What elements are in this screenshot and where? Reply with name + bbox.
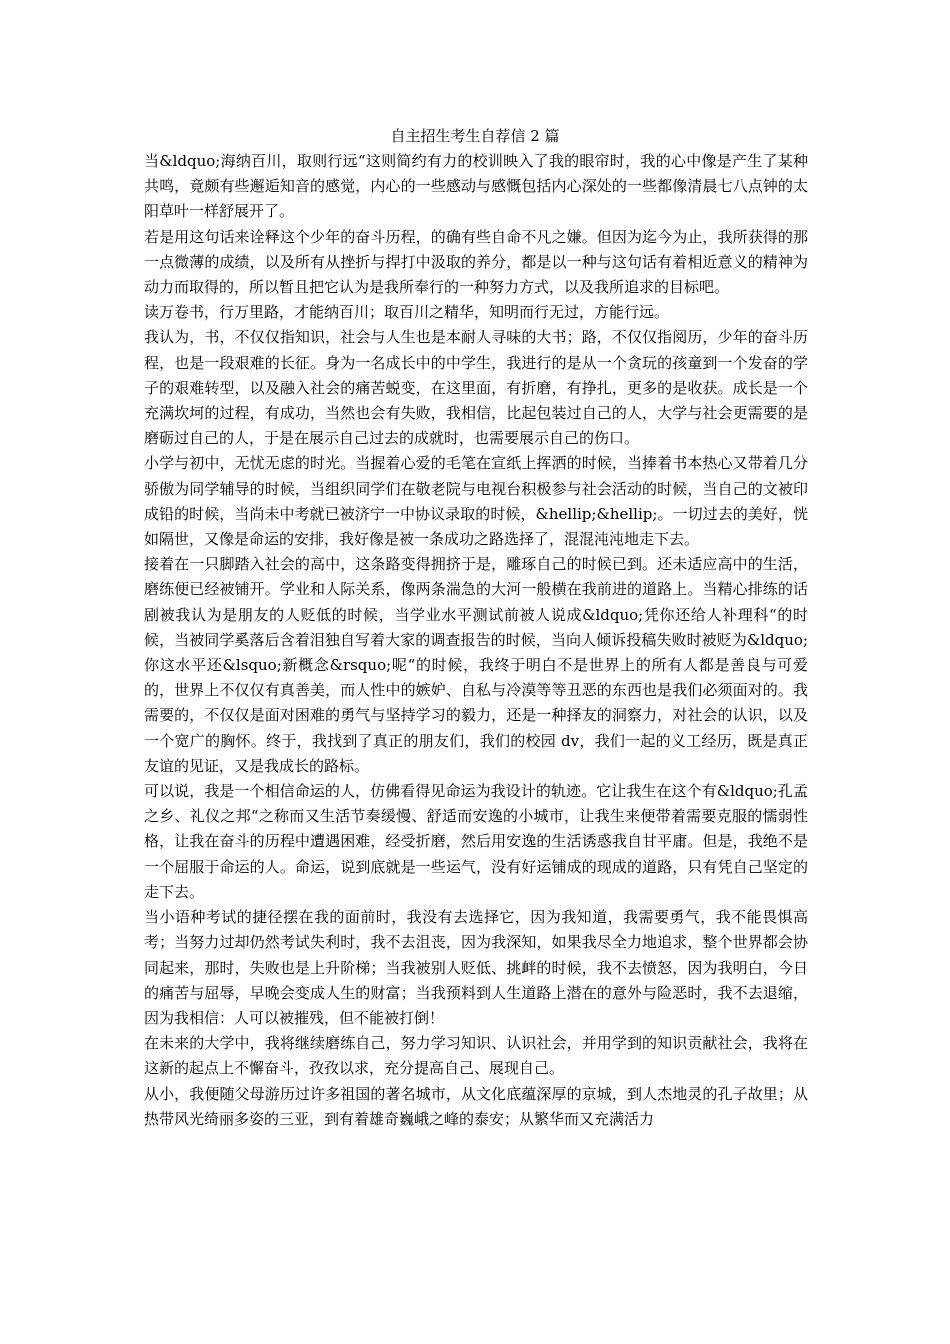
paragraph: 当&ldquo;海纳百川，取则行远“这则简约有力的校训映入了我的眼帘时，我的心中像是产生了某种共鸣，竟颇有些邂逅知音的感觉，内心的一些感动与感慨包括内心深处的一些都像清晨七八点钟的太阳草叶一样舒展开了。	[144, 152, 808, 221]
paragraph: 我认为，书，不仅仅指知识，社会与人生也是本耐人寻味的大书；路，不仅仅指阅历，少年的奋斗历程，也是一段艰难的长征。身为一名成长中的中学生，我进行的是从一个贪玩的孩童到一个发奋的学子的艰难转型，以及融入社会的痛苦蜕变，在这里面，有折磨，有挣扎，更多的是收获。成长是一个充满坎坷的过程，有成功，当然也会有失败，我相信，比起包装过自己的人，大学与社会更需要的是磨砺过自己的人，于是在展示自己过去的成就时，也需要展示自己的伤口。	[144, 328, 808, 448]
paragraph: 小学与初中，无忧无虑的时光。当握着心爱的毛笔在宣纸上挥洒的时候，当捧着书本热心又带着几分骄傲为同学辅导的时候，当组织同学们在敬老院与电视台积极参与社会活动的时候，当自己的文被印成铅的时候，当尚未中考就已被济宁一中协议录取的时候，&hellip;&hellip;。一切过去的美好，恍如隔世，又像是命运的安排，我好像是被一条成功之路选择了，混混沌沌地走下去。	[144, 454, 808, 549]
paragraph: 当小语种考试的捷径摆在我的面前时，我没有去选择它，因为我知道，我需要勇气，我不能畏惧高考；当努力过却仍然考试失利时，我不去沮丧，因为我深知，如果我尽全力地追求，整个世界都会协同起来，那时，失败也是上升阶梯；当我被别人贬低、挑衅的时候，我不去愤怒，因为我明白，今日的痛苦与屈辱，早晚会变成人生的财富；当我预料到人生道路上潜在的意外与险恶时，我不去退缩，因为我相信：人可以被摧残，但不能被打倒！	[144, 908, 808, 1027]
document-title: 自主招生考生自荐信 2 篇	[390, 127, 560, 145]
paragraph: 若是用这句话来诠释这个少年的奋斗历程，的确有些自命不凡之嫌。但因为迄今为止，我所获得的那一点微薄的成绩，以及所有从挫折与捍打中汲取的养分，都是以一种与这句话有着相近意义的精神为动力而取得的，所以暂且把它认为是我所奉行的一种努力方式，以及我所追求的目标吧。	[144, 227, 808, 297]
paragraph: 从小，我便随父母游历过许多祖国的著名城市，从文化底蕴深厚的京城，到人杰地灵的孔子故里；从热带风光绮丽多姿的三亚，到有着雄奇巍峨之峰的泰安；从繁华而又充满活力	[144, 1084, 808, 1128]
paragraph: 可以说，我是一个相信命运的人，仿佛看得见命运为我设计的轨迹。它让我生在这个有&ldquo;孔孟之乡、礼仪之邦“之称而又生活节奏缓慢、舒适而安逸的小城市，让我生来便带着需要克服的懦弱性格，让我在奋斗的历程中遭遇困难，经受折磨，然后用安逸的生活诱惑我自甘平庸。但是，我绝不是一个屈服于命运的人。命运，说到底就是一些运气，没有好运铺成的现成的道路，只有凭自己坚定的走下去。	[144, 782, 808, 901]
paragraph: 在未来的大学中，我将继续磨练自己，努力学习知识、认识社会，并用学到的知识贡献社会，我将在这新的起点上不懈奋斗，孜孜以求，充分提高自己、展现自己。	[144, 1034, 808, 1078]
paragraph: 接着在一只脚踏入社会的高中，这条路变得拥挤于是，雕琢自己的时候已到。还未适应高中的生活，磨练便已经被铺开。学业和人际关系，像两条湍急的大河一般横在我前进的道路上。当精心排练的话剧被我认为是朋友的人贬低的时候，当学业水平测试前被人说成&ldquo;凭你还给人补理科“的时候，当被同学奚落后含着泪独自写着大家的调查报告的时候，当向人倾诉投稿失败时被贬为&ldquo;你这水平还&lsquo;新概念&rsquo;呢“的时候，我终于明白不是世界上的所有人都是善良与可爱的，世界上不仅仅有真善美，而人性中的嫉妒、自私与冷漠等等丑恶的东西也是我们必须面对的。我需要的，不仅仅是面对困难的勇气与坚持学习的毅力，还是一种择友的洞察力，对社会的认识，以及一个宽广的胸怀。终于，我找到了真正的朋友们，我们的校园 dv，我们一起的义工经历，既是真正友谊的见证，又是我成长的路标。	[144, 555, 808, 775]
paragraph: 读万卷书，行万里路，才能纳百川；取百川之精华，知明而行无过，方能行远。	[144, 303, 670, 322]
document-body	[144, 149, 808, 1132]
